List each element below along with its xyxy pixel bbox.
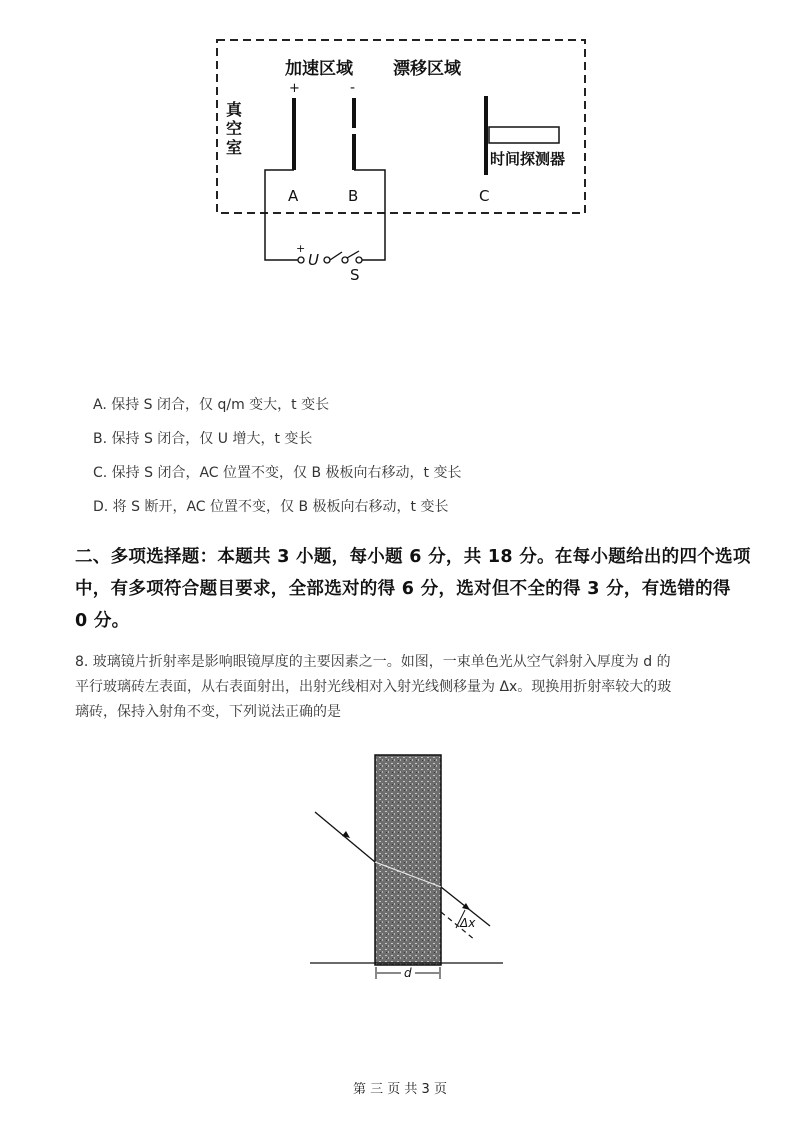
option-a: A. 保持 S 闭合，仅 q/m 变大，t 变长	[93, 397, 330, 413]
vacuum-char-1: 真	[226, 100, 243, 119]
section2-line-3: 0 分。	[75, 611, 130, 631]
vacuum-char-3: 室	[226, 138, 243, 157]
time-detector	[489, 127, 559, 143]
source-plus-sign: +	[296, 242, 306, 255]
source-u-label: U	[308, 251, 319, 269]
plate-c-label: C	[479, 187, 490, 205]
page-footer: 第 三 页 共 3 页	[353, 1082, 447, 1097]
question8-line-3: 璃砖，保持入射角不变，下列说法正确的是	[75, 704, 341, 720]
circuit-wire-left	[265, 170, 298, 260]
glass-slab	[375, 755, 441, 965]
source-terminal-right	[324, 257, 330, 263]
section2-line-2: 中，有多项符合题目要求，全部选对的得 6 分，选对但不全的得 3 分，有选错的得	[75, 579, 731, 599]
vacuum-chamber-diagram	[200, 30, 600, 300]
dx-label: Δx	[460, 916, 476, 930]
option-b: B. 保持 S 闭合，仅 U 增大，t 变长	[93, 431, 313, 447]
d-label: d	[404, 966, 412, 980]
glass-slab-diagram	[300, 750, 510, 980]
option-c: C. 保持 S 闭合，AC 位置不变，仅 B 极板向右移动，t 变长	[93, 465, 462, 481]
question8-line-2: 平行玻璃砖左表面，从右表面射出，出射光线相对入射光线侧移量为 Δx。现换用折射率较大的玻	[75, 679, 672, 695]
question8-line-1: 8. 玻璃镜片折射率是影响眼镜厚度的主要因素之一。如图，一束单色光从空气斜射入厚度为 d 的	[75, 654, 671, 670]
incident-ray	[315, 812, 375, 862]
plate-a-plus-sign: +	[289, 81, 300, 96]
switch-terminal-right	[356, 257, 362, 263]
switch-lever	[330, 252, 342, 260]
switch-s-label: S	[350, 266, 360, 284]
vacuum-char-2: 空	[226, 119, 243, 138]
drift-region-label: 漂移区域	[393, 59, 461, 79]
option-d: D. 将 S 断开，AC 位置不变，仅 B 极板向右移动，t 变长	[93, 499, 449, 515]
plate-a-label: A	[288, 187, 299, 205]
circuit-wire-right	[354, 170, 385, 260]
plate-b-label: B	[348, 187, 359, 205]
time-detector-label: 时间探测器	[490, 150, 566, 168]
plate-b-minus-sign: -	[350, 80, 356, 96]
source-terminal-left	[298, 257, 304, 263]
section2-line-1: 二、多项选择题：本题共 3 小题，每小题 6 分，共 18 分。在每小题给出的四个选项	[75, 547, 751, 567]
accel-region-label: 加速区域	[285, 59, 353, 79]
incident-arrow	[342, 831, 350, 838]
